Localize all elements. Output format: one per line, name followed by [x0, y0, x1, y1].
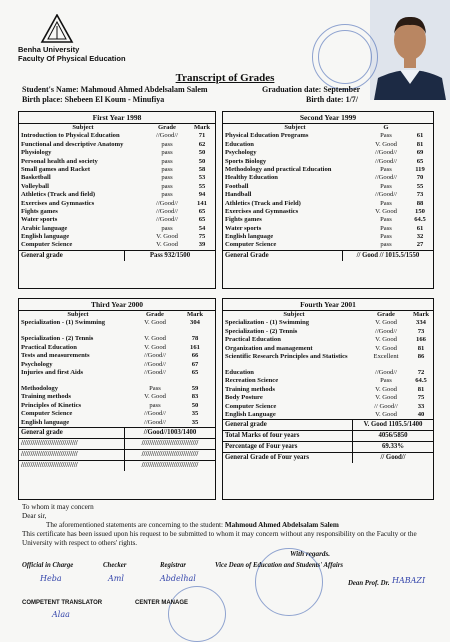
student-name: Mahmoud Ahmed Abdelsalam Salem [80, 85, 208, 94]
birth-label: Birth place: [22, 95, 63, 104]
grade-cell: V. Good [156, 233, 178, 241]
grade-cell: //Good// [375, 327, 397, 335]
mark-cell: 67 [191, 360, 199, 368]
grade-cell: //Good// [156, 216, 178, 224]
grade-cell: Pass [380, 132, 392, 140]
mark-cell: 86 [417, 352, 425, 360]
grade-cell: //Good// [375, 157, 397, 165]
grade-cell: V. Good [375, 344, 397, 352]
subject-cell: Athletics (Track and field) [21, 191, 96, 199]
mark-header: Mark [193, 124, 211, 131]
mark-cell: 141 [197, 199, 207, 207]
mark-header: Mark [186, 311, 204, 318]
table-row [19, 361, 215, 369]
mark-cell: 161 [190, 343, 200, 351]
table-row [223, 233, 433, 241]
total-value: // Good // 1015.5/1550 [356, 251, 420, 259]
table-row [223, 328, 433, 336]
table-row [19, 174, 215, 182]
grade-cell: pass [161, 174, 173, 182]
mark-cell: 50 [198, 149, 206, 157]
fourth-year-rows [223, 319, 433, 419]
subject-cell: Specialization - (1) Swimming [21, 319, 106, 327]
first-year-table [18, 111, 216, 289]
mark-cell: 119 [415, 165, 425, 173]
grade-cell: V. Good [144, 335, 166, 343]
grade-cell: //Good// [144, 368, 166, 376]
table-row [223, 132, 433, 140]
table-row [19, 419, 215, 427]
subject-cell: Methodology [21, 384, 58, 392]
summary-value: 4056/5850 [378, 432, 408, 440]
student-name-inline: Mahmoud Ahmed Abdelsalam Salem [224, 521, 339, 529]
filler-right: ////////////////////////////// [141, 461, 199, 469]
summary-label: Percentage of Four years [223, 442, 353, 452]
student-name-line [22, 85, 208, 94]
mark-header: Mark [412, 311, 430, 318]
summary-label: Total Marks of four years [223, 431, 353, 441]
table-row [223, 166, 433, 174]
grade-cell: //Good// [375, 174, 397, 182]
mark-cell: 78 [191, 335, 199, 343]
subject-cell: Body Posture [225, 394, 263, 402]
grade-cell: Pass [380, 216, 392, 224]
subject-cell: Methodology and practical Education [225, 165, 332, 173]
total-label: General grade [19, 428, 125, 438]
grade-header: Grade [377, 311, 395, 318]
first-year-title: First Year 1998 [19, 112, 215, 124]
total-value: //Good//1003/1400 [143, 428, 197, 436]
mark-cell: 65 [198, 207, 206, 215]
subject-cell: Fights games [21, 207, 58, 215]
mark-cell: 69 [416, 149, 424, 157]
summary-row [223, 419, 433, 430]
mark-cell: 166 [416, 336, 426, 344]
subject-cell: Introduction to Physical Education [21, 132, 120, 140]
table-row [223, 174, 433, 182]
grade-cell: //Good// [156, 132, 178, 140]
subject-cell: Computer Science [225, 241, 277, 249]
mark-cell: 72 [417, 368, 425, 376]
subject-cell: Physical Education Programs [225, 132, 309, 140]
first-year-total [19, 250, 215, 261]
subject-cell: Basketball [21, 174, 51, 182]
summary-value: 69.33% [381, 443, 405, 451]
subject-cell: Tests and measurements [21, 352, 90, 360]
table-row [19, 241, 215, 249]
mark-cell: 61 [416, 224, 424, 232]
grade-header: G [383, 124, 389, 131]
mark-cell: 54 [198, 224, 206, 232]
subject-cell: Practical Education [21, 343, 77, 351]
table-row [19, 402, 215, 410]
mark-cell: 304 [190, 319, 200, 327]
name-label: Student's Name: [22, 85, 79, 94]
birthdate-label: Birth date: [306, 95, 344, 104]
birth-place: Shebeen El Koum - Minufiya [64, 95, 165, 104]
grade-cell: pass [161, 224, 173, 232]
grade-cell: pass [161, 149, 173, 157]
mark-cell: 64.5 [415, 377, 427, 385]
table-row [19, 216, 215, 224]
grade-cell: //Good// [144, 360, 166, 368]
faculty-stamp [255, 548, 323, 616]
mark-cell: 75 [198, 233, 206, 241]
table-row [223, 149, 433, 157]
total-value: Pass 932/1500 [149, 251, 191, 259]
subject-cell: Sports Biology [225, 157, 267, 165]
signature-heba: Heba [40, 574, 62, 583]
grade-cell: Pass [149, 384, 161, 392]
table-row [223, 369, 433, 377]
mark-cell: 66 [191, 352, 199, 360]
grade-cell: Pass [380, 199, 392, 207]
mark-cell: 71 [198, 132, 206, 140]
mark-cell: 81 [417, 344, 425, 352]
grade-cell: Pass [380, 165, 392, 173]
filler-left: ////////////////////////////// [19, 439, 125, 449]
mark-cell: 33 [417, 402, 425, 410]
mark-cell: 55 [416, 182, 424, 190]
table-row [223, 319, 433, 327]
mark-cell: 65 [191, 368, 199, 376]
mark-cell: 40 [417, 410, 425, 418]
table-row [19, 344, 215, 352]
filler-right: ////////////////////////////// [141, 450, 199, 458]
table-header [19, 124, 215, 132]
mark-cell: 81 [417, 385, 425, 393]
grad-label: Graduation date: [262, 85, 322, 94]
mark-cell: 58 [198, 165, 206, 173]
grade-cell: pass [149, 401, 161, 409]
table-row [19, 141, 215, 149]
summary-label: General Grade of Four years [223, 453, 353, 463]
summary-row [223, 441, 433, 452]
vice-dean: Vice Dean of Education and Students' Affairs [215, 562, 344, 569]
table-row [19, 385, 215, 393]
grade-cell: //Good// [375, 191, 397, 199]
mark-cell: 50 [191, 401, 199, 409]
filler-row [19, 460, 215, 471]
mark-cell: 55 [198, 182, 206, 190]
table-row [223, 191, 433, 199]
subject-cell: Education [225, 368, 254, 376]
table-row [223, 241, 433, 249]
grade-cell: Pass [380, 224, 392, 232]
second-year-table [222, 111, 434, 289]
mark-cell: 35 [191, 418, 199, 426]
grade-cell: V. Good [375, 207, 397, 215]
grade-cell: pass [161, 157, 173, 165]
table-row [19, 410, 215, 418]
subject-cell: Scientific Research Principles and Statistics [225, 352, 348, 360]
grade-cell: V. Good [375, 385, 397, 393]
subject-cell: Exercises and Gymnastics [225, 207, 299, 215]
mark-cell: 65 [416, 157, 424, 165]
subject-cell: English language [225, 233, 274, 241]
university-name [18, 45, 126, 63]
letter-paragraph-1 [22, 521, 432, 530]
registrar: Registrar [160, 562, 187, 569]
table-row [19, 166, 215, 174]
mark-cell: 73 [416, 191, 424, 199]
grade-cell: pass [161, 140, 173, 148]
table-row [19, 208, 215, 216]
table-row [223, 200, 433, 208]
mark-cell: 81 [416, 140, 424, 148]
table-row [223, 386, 433, 394]
table-row [19, 158, 215, 166]
table-row [19, 191, 215, 199]
table-row [223, 377, 433, 385]
mark-cell: 35 [191, 410, 199, 418]
subject-cell: English language [21, 418, 70, 426]
table-row [19, 183, 215, 191]
subject-cell: Water sports [225, 224, 262, 232]
table-row [223, 225, 433, 233]
grade-cell: //Good// [375, 368, 397, 376]
birthdate-value: 1/7/ [345, 95, 359, 104]
table-header [19, 311, 215, 319]
third-year-total [19, 427, 215, 438]
mark-cell: 39 [198, 241, 206, 249]
grade-cell: pass [161, 182, 173, 190]
mark-cell: 62 [198, 140, 206, 148]
subject-cell: Personal health and society [21, 157, 98, 165]
subject-cell: Computer Science [21, 241, 73, 249]
summary-row [223, 430, 433, 441]
grade-cell: pass [161, 191, 173, 199]
subject-cell: Training methods [225, 385, 275, 393]
first-year-rows [19, 132, 215, 249]
official-in-charge: Official in Charge [22, 562, 74, 569]
second-year-title: Second Year 1999 [223, 112, 433, 124]
subject-cell: Handball [225, 191, 252, 199]
table-row [19, 225, 215, 233]
person-photo-icon [370, 0, 450, 100]
signature-registrar: Abdelhal [160, 574, 196, 583]
regards: With regards. [290, 550, 331, 558]
grade-cell: //Good// [144, 352, 166, 360]
grade-cell: pass [161, 165, 173, 173]
grade-cell: V. Good [375, 410, 397, 418]
table-row [19, 335, 215, 343]
summary-value: V. Good 1105.5/1400 [363, 421, 423, 429]
birth-place-line [22, 95, 164, 104]
second-year-rows [223, 132, 433, 249]
mark-header [407, 124, 433, 132]
signature-translator: Alaa [52, 610, 70, 619]
grade-cell: V. Good [375, 140, 397, 148]
second-year-total [223, 250, 433, 261]
subject-cell: Specialization - (2) Tennis [225, 327, 298, 335]
subject-cell: Recreation Science [225, 377, 279, 385]
total-label: General grade [19, 251, 125, 261]
subject-cell: Computer Science [21, 410, 73, 418]
mark-cell: 70 [416, 174, 424, 182]
letter-paragraph-2: This certificate has been issued upon his request to be submitted to whom it may concern without any responsibility on the Faculty or the University with respect to others' rights. [22, 530, 417, 547]
subject-cell: Specialization - (2) Tennis [21, 335, 94, 343]
subject-cell: Specialization - (1) Swimming [225, 319, 310, 327]
subject-header: Subject [67, 311, 89, 318]
filler-left: ////////////////////////////// [19, 461, 125, 471]
summary-value: // Good// [380, 454, 406, 462]
subject-cell: English Language [225, 410, 276, 418]
grade-cell: Excellent [373, 352, 399, 360]
grade-cell: pass [380, 241, 392, 249]
table-row [223, 394, 433, 402]
grade-cell: // Good// [374, 402, 398, 410]
table-row [19, 319, 215, 335]
table-row [223, 141, 433, 149]
total-label: General Grade [223, 251, 343, 261]
table-row [19, 233, 215, 241]
grade-cell: V. Good [144, 393, 166, 401]
table-row [19, 132, 215, 140]
third-year-rows [19, 319, 215, 427]
table-row [223, 158, 433, 166]
fourth-year-title: Fourth Year 2001 [223, 299, 433, 311]
table-row [223, 411, 433, 419]
graduation-line [262, 85, 360, 94]
subject-cell: Computer Science [225, 402, 277, 410]
grade-cell: V. Good [375, 319, 397, 327]
table-row [19, 369, 215, 385]
mark-cell: 94 [198, 191, 206, 199]
mark-cell: 32 [416, 233, 424, 241]
subject-cell: English language [21, 233, 70, 241]
page-title: Transcript of Grades [175, 72, 275, 84]
table-header [223, 311, 433, 319]
mark-cell: 83 [191, 393, 199, 401]
subject-cell: Water sports [21, 216, 58, 224]
mark-cell: 64.5 [414, 216, 426, 224]
third-year-title: Third Year 2000 [19, 299, 215, 311]
grade-cell: Pass [380, 182, 392, 190]
fourth-year-table [222, 298, 434, 500]
center-manager: CENTER MANAGE [135, 600, 189, 606]
grade-cell: V. Good [375, 394, 397, 402]
mark-cell: 88 [416, 199, 424, 207]
checker: Checker [103, 562, 127, 569]
mark-cell: 61 [416, 132, 424, 140]
subject-header: Subject [283, 311, 305, 318]
mark-cell: 59 [191, 384, 199, 392]
grade-cell: V. Good [375, 336, 397, 344]
table-header [223, 124, 433, 132]
table-row [223, 216, 433, 224]
mark-cell: 75 [417, 394, 425, 402]
filler-right: ////////////////////////////// [141, 439, 199, 447]
table-row [223, 336, 433, 344]
subject-cell: Fights games [225, 216, 262, 224]
fourth-year-summary [223, 419, 433, 463]
grade-cell: Pass [380, 377, 392, 385]
subject-cell: Arabic language [21, 224, 68, 232]
subject-cell: Football [225, 182, 249, 190]
table-row [19, 393, 215, 401]
translator-stamp [168, 586, 226, 642]
subject-cell: Physiology [21, 149, 52, 157]
table-row [19, 352, 215, 360]
subject-cell: Training methods [21, 393, 71, 401]
subject-cell: Volleyball [21, 182, 49, 190]
mark-cell: 334 [416, 319, 426, 327]
subject-cell: Small games and Racket [21, 165, 91, 173]
grade-cell: //Good// [144, 418, 166, 426]
mark-cell: 65 [198, 216, 206, 224]
table-row [223, 183, 433, 191]
table-row [19, 200, 215, 208]
mark-cell: 150 [415, 207, 425, 215]
table-row [223, 403, 433, 411]
table-row [223, 353, 433, 369]
mark-cell: 73 [417, 327, 425, 335]
grade-header: Grade [146, 311, 164, 318]
table-row [19, 149, 215, 157]
grad-value: September [323, 85, 361, 94]
letter-dear: Dear sir, [22, 512, 47, 520]
subject-cell: Psychology [225, 149, 257, 157]
grade-cell: Pass [380, 233, 392, 241]
subject-cell: Injuries and first Aids [21, 368, 84, 376]
university-line1: Benha University [18, 45, 80, 54]
subject-cell: Athletics (Track and Field) [225, 199, 301, 207]
subject-cell: Education [225, 140, 254, 148]
grade-cell: //Good// [375, 149, 397, 157]
subject-cell: Psychology [21, 360, 53, 368]
university-logo-icon [40, 14, 74, 44]
dean: Dean Prof. Dr. [348, 580, 390, 587]
subject-cell: Exercises and Gymnastics [21, 199, 95, 207]
subject-cell: Practical Education [225, 336, 281, 344]
grade-cell: //Good// [156, 199, 178, 207]
table-row [223, 345, 433, 353]
mark-cell: 50 [198, 157, 206, 165]
mark-cell: 27 [416, 241, 424, 249]
subject-header: Subject [284, 124, 306, 131]
paragraph-1-text: The aforementioned statements are concerning to the student: [46, 521, 225, 529]
table-row [223, 208, 433, 216]
grade-cell: //Good// [156, 207, 178, 215]
mark-cell: 53 [198, 174, 206, 182]
third-year-table [18, 298, 216, 500]
summary-row [223, 452, 433, 463]
filler-row [19, 438, 215, 449]
grade-cell: V. Good [156, 241, 178, 249]
filler-row [19, 449, 215, 460]
subject-cell: Principles of Kinetics [21, 401, 82, 409]
summary-label: General grade [223, 420, 353, 430]
subject-cell: Organization and management [225, 344, 313, 352]
subject-cell: Healthy Education [225, 174, 278, 182]
faculty-line: Faculty Of Physical Education [18, 54, 126, 63]
birth-date-line [306, 95, 358, 104]
grade-cell: V. Good [144, 343, 166, 351]
grade-cell: //Good// [144, 410, 166, 418]
subject-cell: Functional and descriptive Anatomy [21, 140, 124, 148]
signature-aml: Aml [108, 574, 124, 583]
signature-dean: HABAZI [392, 576, 426, 585]
competent-translator: COMPETENT TRANSLATOR [22, 600, 103, 606]
grade-header: Grade [158, 124, 176, 131]
grade-cell: V. Good [144, 319, 166, 327]
student-photo [370, 0, 450, 100]
filler-left: ////////////////////////////// [19, 450, 125, 460]
letter-to: To whom it may concern [22, 503, 94, 511]
subject-header: Subject [72, 124, 94, 131]
